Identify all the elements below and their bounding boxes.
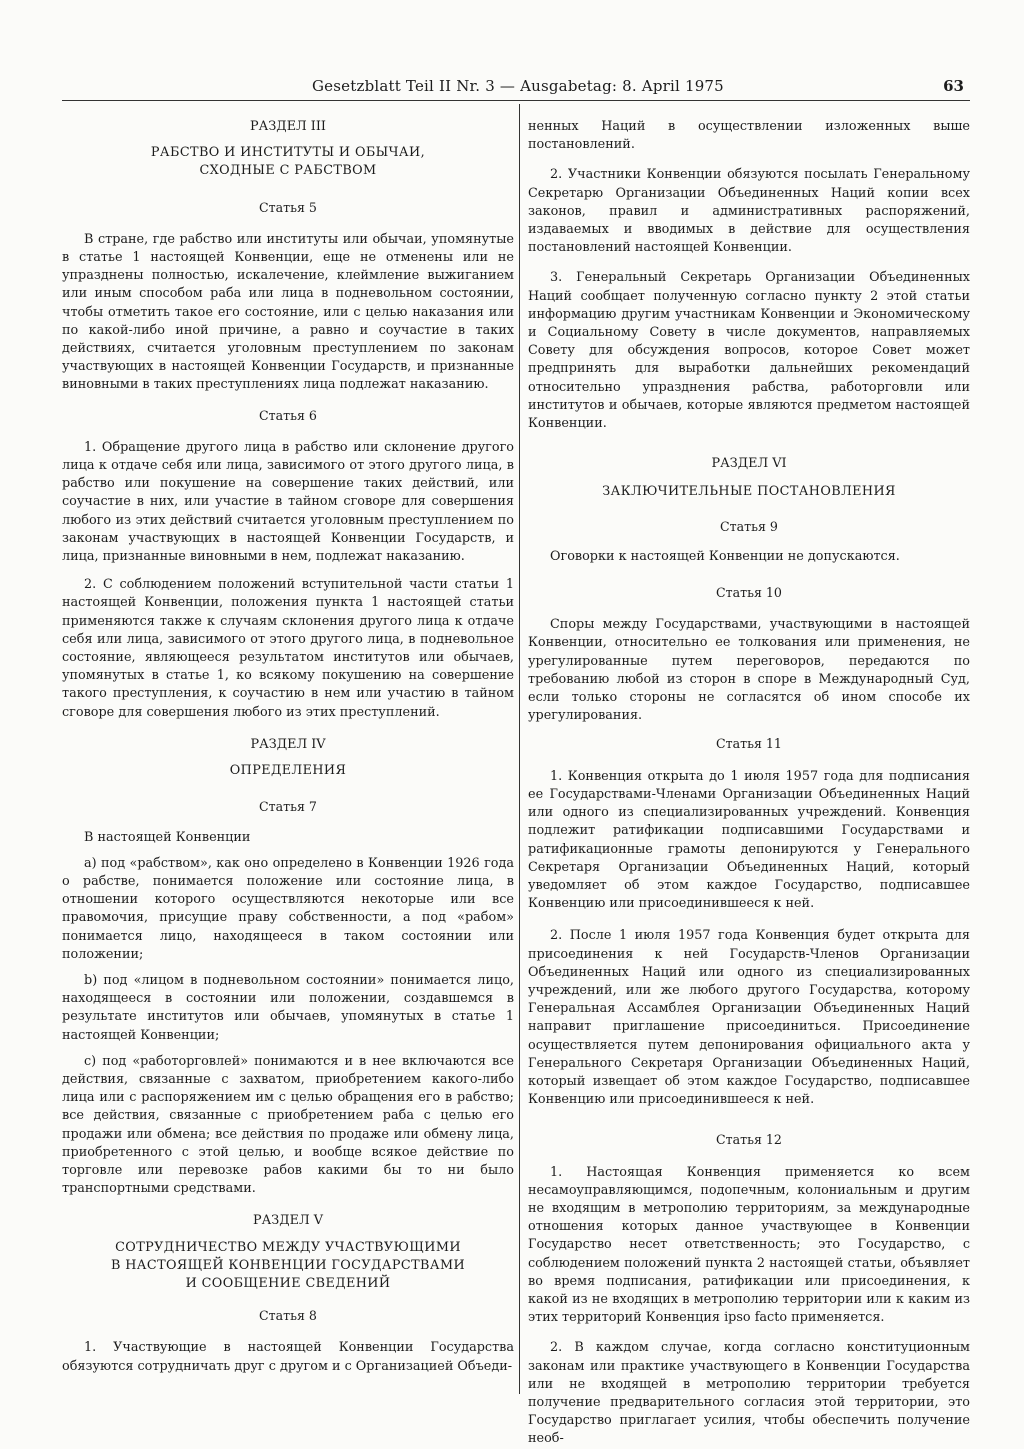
article-5-title: Статья 5 — [259, 199, 317, 215]
article-9-title: Статья 9 — [720, 518, 778, 534]
article-6-paragraph-2: 2. С соблюдением положений вступительной части статьи 1 настоящей Конвенции, положения пункта 1 настоящей статьи применяются также к случаям склонения другого лица к отдаче себя или лица, зависимого от этого другого лица, в подневольное состояние, являющееся результатом институтов или обычаев, упомянутых в статье 1, ко всякому покушению на совершение такого преступления, к соучастию в нем или участию в тайном сговоре для совершения любого из этих преступлений. — [62, 577, 514, 720]
article-8-paragraph-1-continued: ненных Наций в осуществлении изложенных выше постановлений. — [528, 119, 970, 153]
article-12-paragraph-1: 1. Настоящая Конвенция применяется ко всем несамоуправляющимся, подопечным, колониальным и другим не входящим в метрополию территориям, за международные отношения которых данное участвующее в Конвенции Государство несет ответственность; это Государство, с соблюдением положений пункта 2 настоящей статьи, объявляет во время подписания, ратификации или присоединения, к какой из не входящих в метрополию территории или к каким из этих территорий Конвенция ipso facto применяется. — [528, 1164, 970, 1326]
article-8-title: Статья 8 — [259, 1308, 317, 1324]
article-7-item-c: c) под «работорговлей» понимаются и в нее включаются все действия, связанные с захватом, приобретением какого-либо лица или с распоряжением им с целью обращения его в рабство; все действия, связанные с приобретением раба с целью его продажи или обмена; все действия по продаже или обмену лица, приобретенного с этой целью, и вообще всякое действие по торговле или перевозке рабов какими бы то ни было транспортными средствами. — [62, 1053, 514, 1197]
page-number: 63 — [943, 77, 964, 95]
left-column — [62, 118, 514, 1376]
article-8-paragraph-3: 3. Генеральный Секретарь Организации Объединенных Наций сообщает полученную согласно пункту 2 этой статьи информацию другим участникам Конвенции и Экономическому и Социальному Совету в числе документов, направляемых Совету для обсуждения вопросов, которое Совет может предпринять для выработки дальнейших рекомендаций относительно упразднения рабства, работорговли или институтов и обычаев, которые являются предметом настоящей Конвенции. — [528, 270, 970, 432]
article-8-paragraph-2: 2. Участники Конвенции обязуются посылать Генеральному Секретарю Организации Объединенных Наций копии всех законов, правил и административных распоряжений, издаваемых и вводимых в действие для осуществления постановлений настоящей Конвенции. — [528, 167, 970, 256]
section-4-title: РАЗДЕЛ IV — [250, 736, 326, 752]
article-11-paragraph-1: 1. Конвенция открыта до 1 июля 1957 года для подписания ее Государствами-Членами Организации Объединенных Наций или одного из специализированных учреждений. Конвенция подлежит ратификации подписавшими Государствами и ратификационные грамоты депонируются у Генерального Секретаря Организации Объединенных Наций, который уведомляет об этом каждое Государство, подписавшее Конвенцию или присоединившееся к ней. — [528, 768, 970, 912]
article-10-title: Статья 10 — [716, 585, 782, 601]
article-7-intro: В настоящей Конвенции — [84, 829, 251, 845]
section-4-name: ОПРЕДЕЛЕНИЯ — [229, 763, 347, 779]
article-7-item-a: a) под «рабством», как оно определено в Конвенции 1926 года о рабстве, понимается положение или состояние лица, в отношении которого осуществляются некоторые или все правомочия, присущие праву собственности, а под «рабом» понимается лицо, находящееся в таком состоянии или положении; — [62, 855, 514, 962]
section-6-title: РАЗДЕЛ VI — [711, 456, 787, 472]
article-8-paragraph-1: 1. Участвующие в настоящей Конвенции Государства обязуются сотрудничать друг с другом и с Организацией Объеди- — [62, 1340, 514, 1374]
section-6-name: ЗАКЛЮЧИТЕЛЬНЫЕ ПОСТАНОВЛЕНИЯ — [602, 484, 896, 500]
article-7-title: Статья 7 — [259, 799, 317, 815]
section-3-name-line-2: СХОДНЫЕ С РАБСТВОМ — [199, 163, 377, 179]
page-header — [62, 72, 970, 100]
article-9-paragraph: Оговорки к настоящей Конвенции не допускаются. — [550, 548, 900, 564]
section-5-title: РАЗДЕЛ V — [252, 1213, 323, 1229]
section-5-name-line-3: И СООБЩЕНИЕ СВЕДЕНИЙ — [185, 1275, 391, 1291]
article-6-title: Статья 6 — [259, 407, 317, 423]
column-divider — [519, 104, 520, 1394]
article-11-paragraph-2: 2. После 1 июля 1957 года Конвенция будет открыта для присоединения к ней Государств-Членов Организации Объединенных Наций или одного из специализированных учреждений, или же любого другого Государства, которому Генеральная Ассамблея Организации Объединенных Наций направит приглашение присоединиться. Присоединение осуществляется путем депонирования официального акта у Генерального Секретаря Организации Объединенных Наций, который извещает об этом каждое Государство, подписавшее Конвенцию или присоединившееся к ней. — [528, 928, 970, 1108]
article-12-paragraph-2: 2. В каждом случае, когда согласно конституционным законам или практике участвующего в Конвенции Государства или не входящей в метрополию территории требуется получение предварительного согласия этой территории, это Государство приглагает усилия, чтобы обеспечить получение необ- — [528, 1340, 970, 1447]
right-column — [528, 118, 970, 1449]
section-3-title: РАЗДЕЛ III — [250, 119, 326, 134]
article-12-title: Статья 12 — [716, 1132, 782, 1148]
section-5-name-line-2: В НАСТОЯЩЕЙ КОНВЕНЦИИ ГОСУДАРСТВАМИ — [110, 1257, 466, 1273]
article-5-paragraph: В стране, где рабство или институты или обычаи, упомянутые в статье 1 настоящей Конвенции, еще не отменены или не упразднены полностью, искалечение, клеймление выжиганием или иным способом раба или лица в подневольном состоянии, чтобы отметить такое его состояние, или с целью наказания или по какой-либо иной причине, а равно и соучастие в таких действиях, считается уголовным преступлением по законам участвующих в настоящей Конвенции Государств, и признанные виновными в таких преступлениях лица подлежат наказанию. — [62, 231, 514, 393]
section-5-name-line-1: СОТРУДНИЧЕСТВО МЕЖДУ УЧАСТВУЮЩИМИ — [115, 1239, 461, 1255]
running-title: Gesetzblatt Teil II Nr. 3 — Ausgabetag: 8. April 1975 — [312, 77, 724, 95]
section-3-name-line-1: РАБСТВО И ИНСТИТУТЫ И ОБЫЧАИ, — [150, 145, 426, 161]
article-10-paragraph: Споры между Государствами, участвующими в настоящей Конвенции, относительно ее толкования или применения, не урегулированные путем переговоров, передаются по требованию любой из сторон в споре в Международный Суд, если только стороны не согласятся об ином способе их урегулирования. — [528, 617, 970, 724]
header-rule — [62, 100, 970, 101]
article-11-title: Статья 11 — [716, 736, 782, 752]
article-6-paragraph-1: 1. Обращение другого лица в рабство или склонение другого лица к отдаче себя или лица, зависимого от этого другого лица, в рабство или покушение на совершение таких действий, или соучастие в них, или участие в тайном сговоре для совершения любого из этих действий считается уголовным преступлением по законам участвующих в настоящей Конвенции Государств, и лица, признанные виновными в нем, подлежат наказанию. — [62, 439, 514, 565]
article-7-item-b: b) под «лицом в подневольном состоянии» понимается лицо, находящееся в состоянии или положении, создавшемся в результате институтов или обычаев, упомянутых в статье 1 настоящей Конвенции; — [62, 972, 514, 1043]
